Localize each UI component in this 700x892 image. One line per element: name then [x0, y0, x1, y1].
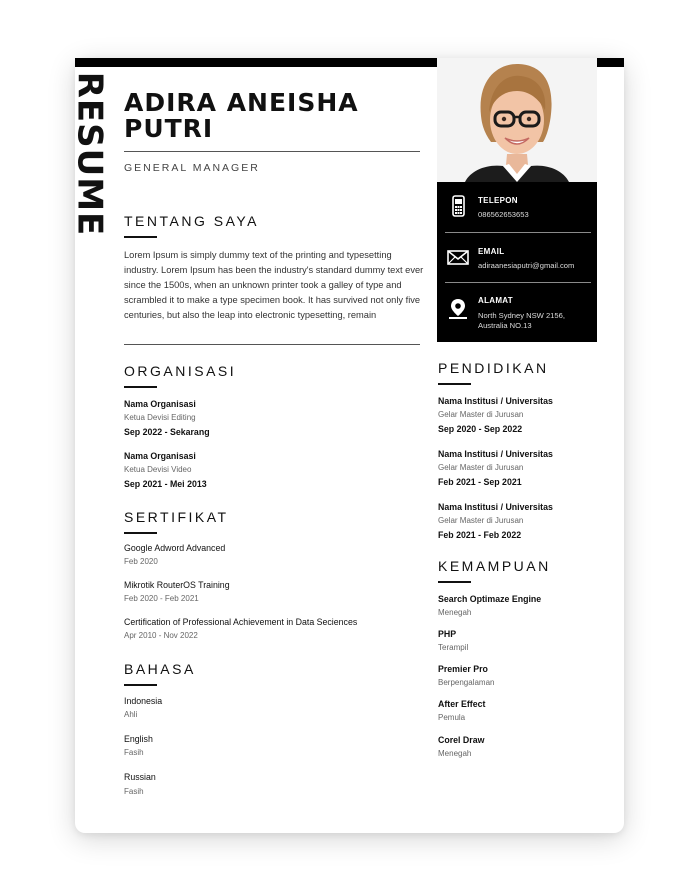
bahasa-item-name: Russian [124, 772, 156, 782]
kemampuan-item-name: Premier Pro [438, 664, 488, 674]
bahasa-underline [124, 684, 157, 686]
pendidikan-title: PENDIDIKAN [438, 360, 549, 376]
bahasa-item-name: English [124, 734, 153, 744]
location-icon [447, 298, 469, 320]
email-icon [447, 246, 469, 268]
email-label: EMAIL [478, 247, 505, 256]
bahasa-item-level: Fasih [124, 787, 144, 796]
kemampuan-underline [438, 581, 471, 583]
bahasa-item-name: Indonesia [124, 696, 163, 706]
contact-panel [437, 182, 597, 342]
about-text: Lorem Ipsum is simply dummy text of the printing and typesetting industry. Lorem Ipsum has been the industry's standard dummy text ever since the 1500s, when an unknown printer took a galley of type and scrambled it to make a type specimen book. It has survived not only five centuries, but also the leap into electronic typesetting, remain [124, 250, 424, 320]
job-title: GENERAL MANAGER [124, 162, 260, 174]
sertifikat-item-name: Certification of Professional Achievement in Data Seciences [124, 617, 358, 627]
sertifikat-title: SERTIFIKAT [124, 509, 229, 525]
pendidikan-item-degree: Gelar Master di Jurusan [438, 463, 524, 472]
address-line-2: Australia NO.13 [478, 321, 532, 330]
kemampuan-item-level: Berpengalaman [438, 678, 495, 687]
contact-divider [445, 282, 591, 283]
address-line-1: North Sydney NSW 2156, [478, 311, 565, 320]
about-title: TENTANG SAYA [124, 213, 260, 229]
sertifikat-underline [124, 532, 157, 534]
organisasi-title: ORGANISASI [124, 363, 237, 379]
email-value[interactable]: adiraanesiaputri@gmail.com [478, 261, 575, 270]
phone-icon [447, 195, 469, 217]
kemampuan-item-level: Terampil [438, 643, 469, 652]
profile-photo-illustration [437, 58, 597, 182]
sertifikat-item-date: Feb 2020 - Feb 2021 [124, 594, 199, 603]
pendidikan-item-degree: Gelar Master di Jurusan [438, 410, 524, 419]
organisasi-item-name: Nama Organisasi [124, 451, 196, 461]
resume-vertical-label [71, 66, 107, 241]
profile-photo [437, 58, 597, 182]
name-divider [124, 151, 420, 152]
bahasa-item-level: Ahli [124, 710, 138, 719]
phone-label: TELEPON [478, 196, 518, 205]
organisasi-item-date: Sep 2021 - Mei 2013 [124, 479, 207, 489]
bahasa-title: BAHASA [124, 661, 196, 677]
bahasa-item-level: Fasih [124, 748, 144, 757]
organisasi-item-date: Sep 2022 - Sekarang [124, 427, 210, 437]
section-divider [124, 344, 420, 345]
pendidikan-item-degree: Gelar Master di Jurusan [438, 516, 524, 525]
phone-value[interactable]: 086562653653 [478, 210, 529, 219]
kemampuan-item-name: Search Optimaze Engine [438, 594, 542, 604]
address-label: ALAMAT [478, 296, 513, 305]
sertifikat-item-date: Apr 2010 - Nov 2022 [124, 631, 198, 640]
kemampuan-item-name: PHP [438, 629, 457, 639]
kemampuan-item-level: Pemula [438, 713, 466, 722]
resume-label: RESUME [69, 71, 109, 236]
kemampuan-title: KEMAMPUAN [438, 558, 551, 574]
pendidikan-item-name: Nama Institusi / Universitas [438, 449, 553, 459]
organisasi-item-role: Ketua Devisi Editing [124, 413, 196, 422]
pendidikan-item-date: Sep 2020 - Sep 2022 [438, 424, 523, 434]
sertifikat-item-name: Mikrotik RouterOS Training [124, 580, 230, 590]
resume-sheet [69, 58, 624, 833]
pendidikan-item-date: Feb 2021 - Feb 2022 [438, 530, 522, 540]
sertifikat-item-name: Google Adword Advanced [124, 543, 226, 553]
kemampuan-item-level: Menegah [438, 608, 472, 617]
pendidikan-item-date: Feb 2021 - Sep 2021 [438, 477, 522, 487]
about-underline [124, 236, 157, 238]
kemampuan-item-level: Menegah [438, 749, 472, 758]
organisasi-item-name: Nama Organisasi [124, 399, 196, 409]
kemampuan-item-name: After Effect [438, 699, 486, 709]
pendidikan-underline [438, 383, 471, 385]
contact-divider [445, 232, 591, 233]
name-line-2: PUTRI [124, 114, 214, 143]
name-line-1: ADIRA ANEISHA [124, 88, 359, 117]
organisasi-underline [124, 386, 157, 388]
full-name [124, 90, 420, 142]
organisasi-item-role: Ketua Devisi Video [124, 465, 192, 474]
pendidikan-item-name: Nama Institusi / Universitas [438, 502, 553, 512]
pendidikan-item-name: Nama Institusi / Universitas [438, 396, 553, 406]
sertifikat-item-date: Feb 2020 [124, 557, 158, 566]
kemampuan-item-name: Corel Draw [438, 735, 485, 745]
